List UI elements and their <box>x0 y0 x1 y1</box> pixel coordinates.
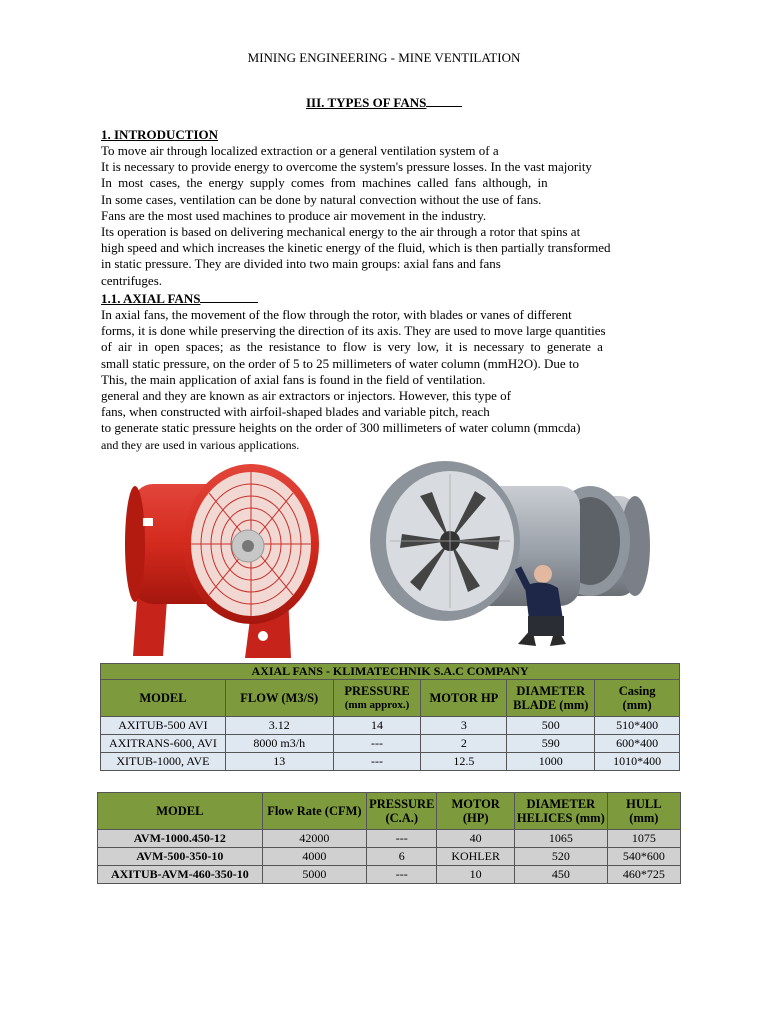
section-title: III. TYPES OF FANS <box>306 95 462 111</box>
table-cell: KOHLER <box>437 848 514 866</box>
table-cell: AVM-500-350-10 <box>98 848 263 866</box>
column-header: Flow Rate (CFM) <box>262 793 366 830</box>
column-header: FLOW (M3/S) <box>225 680 333 717</box>
column-header: MODEL <box>98 793 263 830</box>
column-header: HULL (mm) <box>607 793 680 830</box>
table-row <box>101 753 680 771</box>
red-axial-fan-image <box>113 456 328 661</box>
column-header: DIAMETER BLADE (mm) <box>507 680 595 717</box>
table-cell: 8000 m3/h <box>225 735 333 753</box>
table-cell: 2 <box>421 735 507 753</box>
column-header: MODEL <box>101 680 226 717</box>
intro-line: In most cases, the energy supply comes from machines called fans although, in <box>101 175 548 191</box>
intro-heading: 1. INTRODUCTION <box>101 127 219 142</box>
axial-line: In axial fans, the movement of the flow through the rotor, with blades or vanes of different <box>101 307 572 322</box>
table-cell: AXITUB-500 AVI <box>101 717 226 735</box>
table-cell: 10 <box>437 866 514 884</box>
table-cell: 5000 <box>262 866 366 884</box>
table-cell: 460*725 <box>607 866 680 884</box>
column-header: MOTOR HP <box>421 680 507 717</box>
axial-line: forms, it is done while preserving the direction of its axis. They are used to move large quantities <box>101 323 606 339</box>
axial-line: fans, when constructed with airfoil-shaped blades and variable pitch, reach <box>101 404 490 420</box>
axial-line: This, the main application of axial fans is found in the field of ventilation. <box>101 371 486 387</box>
table-cell: --- <box>333 735 421 753</box>
table-cell: 3.12 <box>225 717 333 735</box>
column-header: DIAMETER HELICES (mm) <box>514 793 607 830</box>
column-header: PRESSURE (C.A.) <box>367 793 437 830</box>
table-cell: 520 <box>514 848 607 866</box>
axial-line: and they are used in various applications. <box>101 437 300 452</box>
table-cell: 14 <box>333 717 421 735</box>
table-row <box>98 830 681 848</box>
industrial-axial-fans-image <box>360 456 660 656</box>
table-cell: --- <box>333 753 421 771</box>
table-cell: 500 <box>507 717 595 735</box>
page-header: MINING ENGINEERING - MINE VENTILATION <box>247 50 521 65</box>
table-cell: 510*400 <box>595 717 680 735</box>
table-cell: 3 <box>421 717 507 735</box>
table-cell: 1075 <box>607 830 680 848</box>
intro-line: Fans are the most used machines to produce air movement in the industry. <box>101 207 487 223</box>
intro-line: centrifuges. <box>101 272 163 288</box>
table-cell: 1000 <box>507 753 595 771</box>
table-cell: 12.5 <box>421 753 507 771</box>
axial-line: small static pressure, on the order of 5 to 25 millimeters of water column (mmH2O). Due to <box>101 355 579 371</box>
table-cell: XITUB-1000, AVE <box>101 753 226 771</box>
table-row <box>98 848 681 866</box>
table-header-row <box>98 793 681 830</box>
table-cell: AXITRANS-600, AVI <box>101 735 226 753</box>
fan-models-table <box>97 792 681 884</box>
table-cell: 40 <box>437 830 514 848</box>
axial-heading: 1.1. AXIAL FANS <box>101 291 258 307</box>
column-header: Casing (mm) <box>595 680 680 717</box>
axial-line: of air in open spaces; as the resistance to flow is very low, it is necessary to generate a <box>101 339 603 355</box>
table-cell: 13 <box>225 753 333 771</box>
table-cell: 540*600 <box>607 848 680 866</box>
table-title: AXIAL FANS - KLIMATECHNIK S.A.C COMPANY <box>101 664 680 680</box>
intro-paragraph <box>101 143 649 289</box>
table-cell: 600*400 <box>595 735 680 753</box>
axial-paragraph <box>101 307 649 453</box>
axial-line: general and they are known as air extractors or injectors. However, this type of <box>101 388 511 404</box>
table-cell: AVM-1000.450-12 <box>98 830 263 848</box>
table-cell: 1010*400 <box>595 753 680 771</box>
table-cell: 4000 <box>262 848 366 866</box>
intro-line: Its operation is based on delivering mechanical energy to the air through a rotor that spins at <box>101 224 581 240</box>
axial-line: to generate static pressure heights on the order of 300 millimeters of water column (mmcda) <box>101 420 581 436</box>
intro-line: To move air through localized extraction or a general ventilation system of a <box>101 143 499 158</box>
column-header: MOTOR (HP) <box>437 793 514 830</box>
intro-line: In some cases, ventilation can be done by natural convection without the use of fans. <box>101 191 542 207</box>
table-cell: --- <box>367 866 437 884</box>
table-cell: 6 <box>367 848 437 866</box>
column-header: PRESSURE (mm approx.) <box>333 680 421 717</box>
intro-line: in static pressure. They are divided into two main groups: axial fans and fans <box>101 256 501 272</box>
table-cell: 450 <box>514 866 607 884</box>
table-cell: --- <box>367 830 437 848</box>
intro-line: high speed and which increases the kinetic energy of the fluid, which is then partially transformed <box>101 240 611 256</box>
table-row <box>101 717 680 735</box>
table-title-row <box>101 664 680 680</box>
intro-line: It is necessary to provide energy to overcome the system's pressure losses. In the vast majority <box>101 159 592 175</box>
table-cell: AXITUB-AVM-460-350-10 <box>98 866 263 884</box>
table-cell: 590 <box>507 735 595 753</box>
table-cell: 42000 <box>262 830 366 848</box>
table-header-row <box>101 680 680 717</box>
table-cell: 1065 <box>514 830 607 848</box>
table-row <box>98 866 681 884</box>
axial-fans-table <box>100 663 680 771</box>
table-row <box>101 735 680 753</box>
